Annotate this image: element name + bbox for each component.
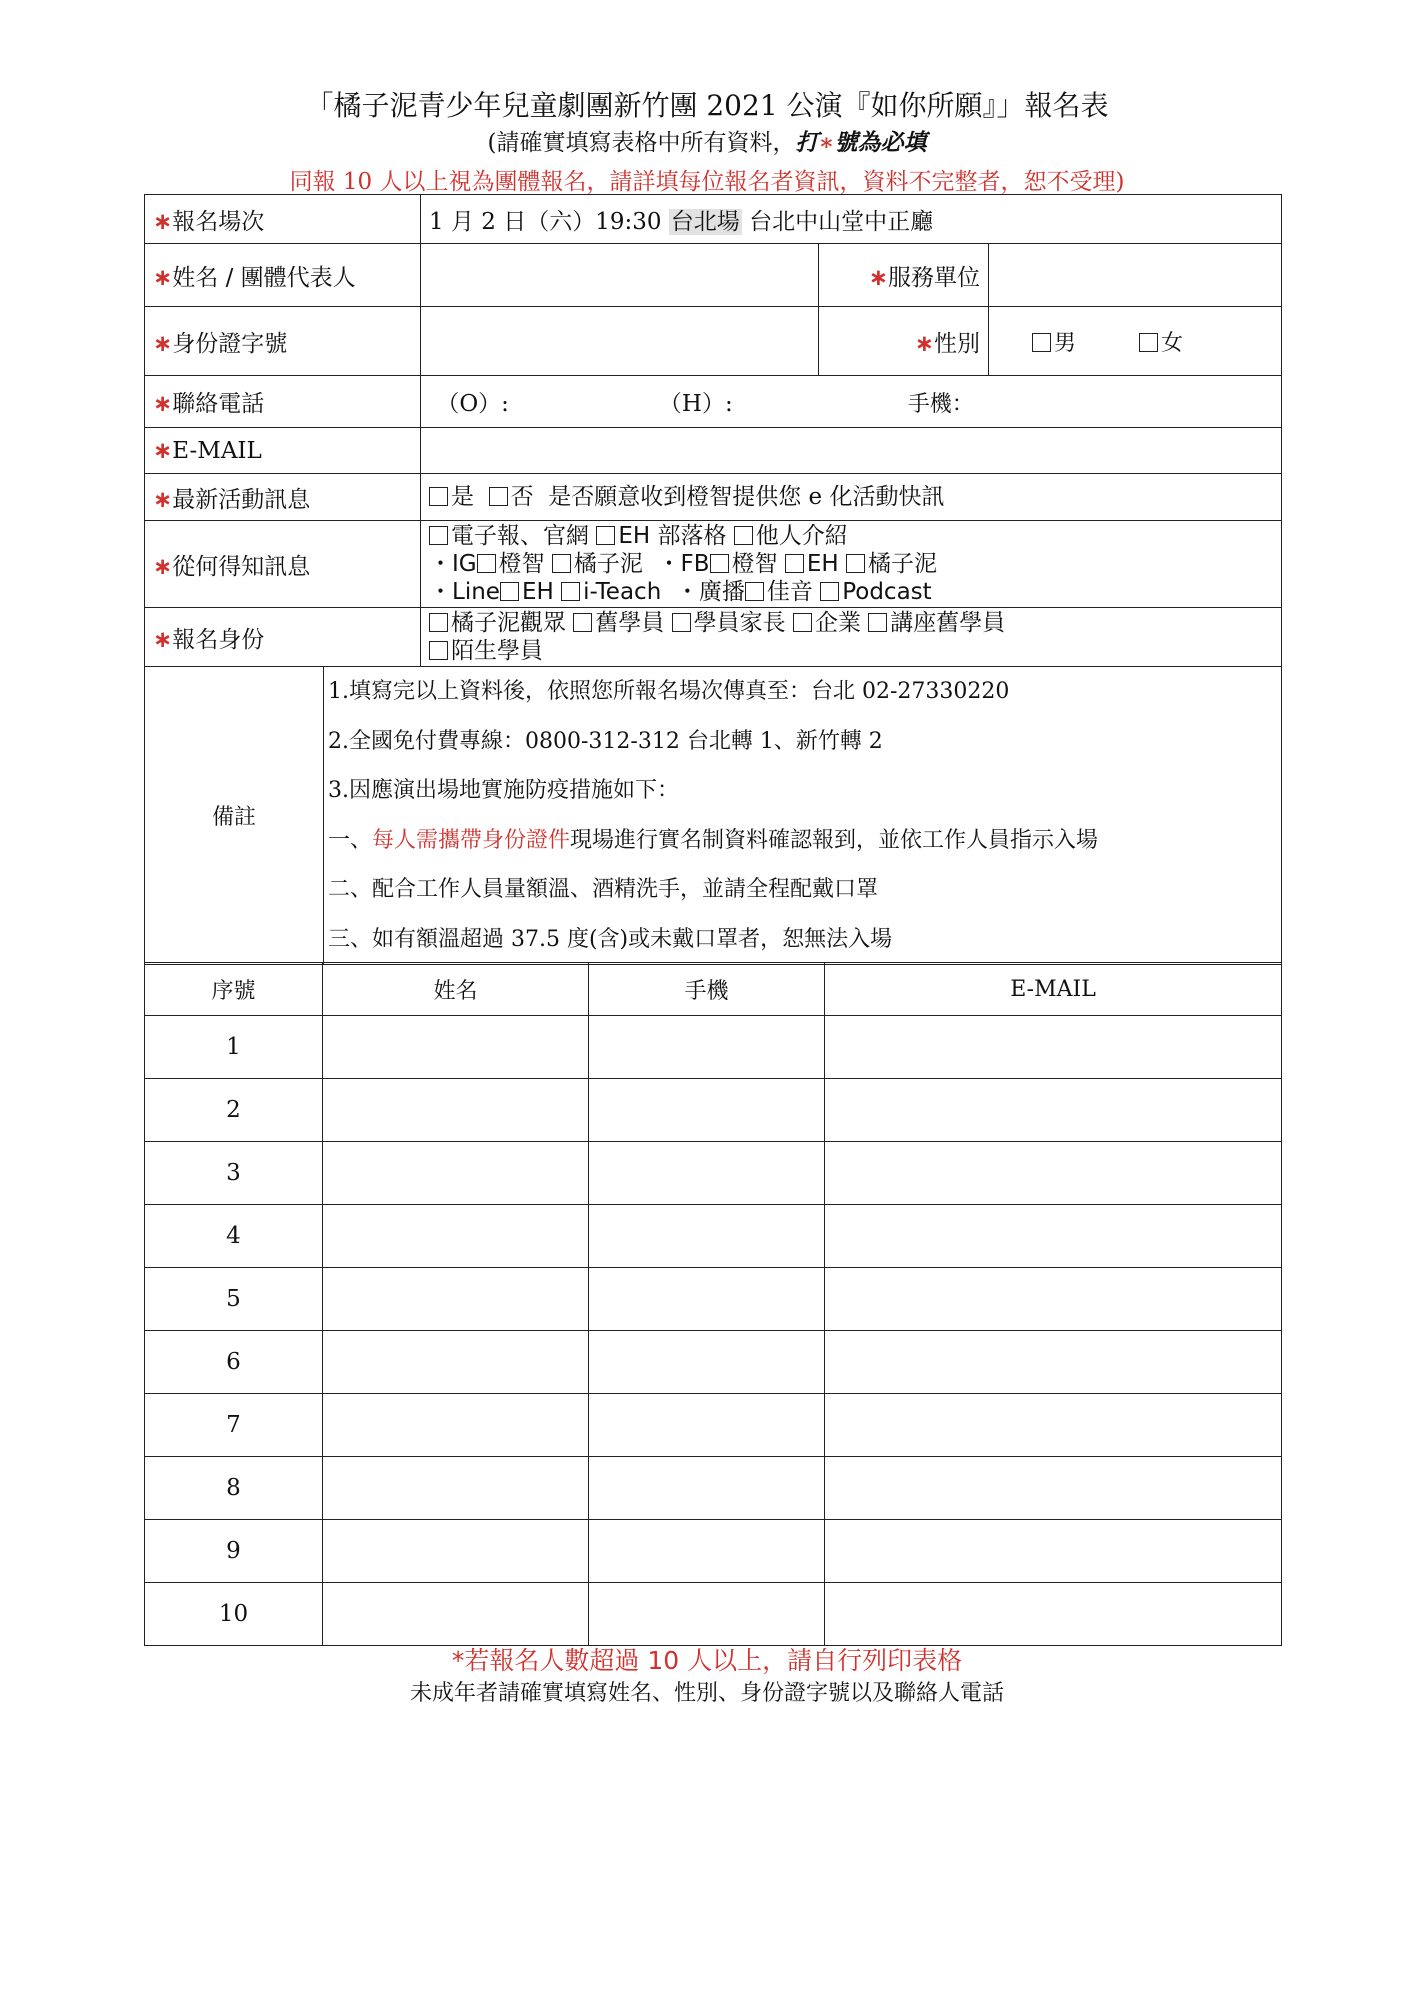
registration-form <box>144 194 1282 965</box>
required-asterisk-icon: ∗ <box>153 486 173 513</box>
row-identity <box>145 608 1282 667</box>
source-checkbox[interactable] <box>820 582 839 601</box>
male-checkbox[interactable] <box>1032 333 1051 352</box>
row-number: 5 <box>145 1268 323 1331</box>
source-checkbox[interactable] <box>477 554 496 573</box>
mobile-cell[interactable] <box>589 1016 825 1079</box>
required-asterisk-icon: ∗ <box>153 208 173 235</box>
row-number: 1 <box>145 1016 323 1079</box>
remarks-cell <box>145 667 1282 965</box>
table-row <box>145 1016 1282 1079</box>
required-asterisk-icon: ∗ <box>153 437 173 464</box>
source-checkbox[interactable] <box>596 526 615 545</box>
row-email <box>145 428 1282 474</box>
row-number: 3 <box>145 1142 323 1205</box>
news-options: 是 否 是否願意收到橙智提供您 e 化活動快訊 <box>421 474 1282 521</box>
email-cell[interactable] <box>825 1079 1282 1142</box>
source-checkbox[interactable] <box>734 526 753 545</box>
name-cell[interactable] <box>323 1268 589 1331</box>
id-required-note: 每人需攜帶身份證件 <box>372 827 571 853</box>
mobile-cell[interactable] <box>589 1520 825 1583</box>
row-remarks <box>145 667 1282 965</box>
id-label: ∗身份證字號 <box>145 307 421 376</box>
gender-options: 男 女 <box>989 307 1282 376</box>
identity-label: ∗報名身份 <box>145 608 421 667</box>
mobile-cell[interactable] <box>589 1205 825 1268</box>
row-number: 8 <box>145 1457 323 1520</box>
identity-checkbox[interactable] <box>672 613 691 632</box>
email-cell[interactable] <box>825 1142 1282 1205</box>
col-email: E-MAIL <box>825 963 1282 1016</box>
col-number: 序號 <box>145 963 323 1016</box>
group-registration-note: 同報 10 人以上視為團體報名，請詳填每位報名者資訊，資料不完整者，恕不受理) <box>289 169 1125 195</box>
required-asterisk-icon: ∗ <box>868 264 888 291</box>
mobile-cell[interactable] <box>589 1457 825 1520</box>
required-asterisk-icon: ∗ <box>153 391 173 417</box>
remark-line: 1.填寫完以上資料後，依照您所報名場次傳真至：台北 02-27330220 <box>328 679 1010 704</box>
remarks-content <box>324 667 1281 964</box>
required-asterisk-icon: ∗ <box>914 330 934 357</box>
mobile-cell[interactable] <box>589 1268 825 1331</box>
row-number: 4 <box>145 1205 323 1268</box>
row-number: 6 <box>145 1331 323 1394</box>
table-row <box>145 1520 1282 1583</box>
mobile-cell[interactable] <box>589 1583 825 1646</box>
source-options: 電子報、官網 EH 部落格 他人介紹 ・IG 橙智 橘子泥 ・FB 橙智 EH 橘子泥 ・Line EH i-Teach ・廣播 佳音 Podcast <box>421 521 1282 608</box>
phone-inputs[interactable]: （O）: （H）: 手機： <box>421 376 1282 428</box>
session-city: 台北場 <box>670 208 740 235</box>
minor-note: 未成年者請確實填寫姓名、性別、身份證字號以及聯絡人電話 <box>409 1681 1004 1706</box>
asterisk-icon: ∗ <box>818 129 835 156</box>
required-asterisk-icon: ∗ <box>153 264 173 291</box>
remark-line: 2.全國免付費專線：0800-312-312 台北轉 1、新竹轉 2 <box>328 728 883 754</box>
remark-line: 3.因應演出場地實施防疫措施如下： <box>328 778 679 803</box>
news-no-checkbox[interactable] <box>489 487 508 506</box>
row-id <box>145 307 1282 376</box>
name-input[interactable] <box>421 244 819 307</box>
source-checkbox[interactable] <box>500 582 519 601</box>
table-header <box>145 963 1282 1016</box>
instruction-note <box>0 124 1414 157</box>
name-cell[interactable] <box>323 1457 589 1520</box>
name-cell[interactable] <box>323 1079 589 1142</box>
table-row <box>145 1268 1282 1331</box>
email-cell[interactable] <box>825 1331 1282 1394</box>
identity-checkbox[interactable] <box>868 613 887 632</box>
remark-line: 一、每人需攜帶身份證件現場進行實名制資料確認報到，並依工作人員指示入場 <box>328 827 1099 853</box>
email-input[interactable] <box>421 428 1282 474</box>
email-cell[interactable] <box>825 1520 1282 1583</box>
row-news <box>145 474 1282 521</box>
mobile-cell[interactable] <box>589 1142 825 1205</box>
news-yes-checkbox[interactable] <box>429 487 448 506</box>
source-label: ∗從何得知訊息 <box>145 521 421 608</box>
row-source <box>145 521 1282 608</box>
source-checkbox[interactable] <box>561 582 580 601</box>
name-cell[interactable] <box>323 1142 589 1205</box>
row-number: 2 <box>145 1079 323 1142</box>
mobile-cell[interactable] <box>589 1331 825 1394</box>
email-cell[interactable] <box>825 1583 1282 1646</box>
source-checkbox[interactable] <box>552 554 571 573</box>
table-row <box>145 1079 1282 1142</box>
source-checkbox[interactable] <box>710 554 729 573</box>
source-checkbox[interactable] <box>785 554 804 573</box>
identity-checkbox[interactable] <box>429 641 448 660</box>
remark-line: 二、配合工作人員量額溫、酒精洗手，並請全程配戴口罩 <box>328 877 879 902</box>
table-row <box>145 1457 1282 1520</box>
required-asterisk-icon: ∗ <box>153 553 173 580</box>
identity-checkbox[interactable] <box>793 613 812 632</box>
name-cell[interactable] <box>323 1205 589 1268</box>
row-name <box>145 244 1282 307</box>
mobile-cell[interactable] <box>589 1394 825 1457</box>
table-row <box>145 1394 1282 1457</box>
female-checkbox[interactable] <box>1139 333 1158 352</box>
row-phone <box>145 376 1282 428</box>
attendee-list-table <box>144 962 1282 1646</box>
col-name: 姓名 <box>323 963 589 1016</box>
identity-checkbox[interactable] <box>429 613 448 632</box>
source-checkbox[interactable] <box>846 554 865 573</box>
identity-options: 橘子泥觀眾 舊學員 學員家長 企業 講座舊學員 陌生學員 <box>421 608 1282 667</box>
form-title: 「橘子泥青少年兒童劇團新竹團 2021 公演『如你所願』」報名表 <box>305 89 1109 122</box>
session-value: 1 月 2 日（六）19:30 台北場 台北中山堂中正廳 <box>421 195 1282 244</box>
email-cell[interactable] <box>825 1268 1282 1331</box>
name-cell[interactable] <box>323 1394 589 1457</box>
email-cell[interactable] <box>825 1205 1282 1268</box>
table-row <box>145 1142 1282 1205</box>
remark-line: 三、如有額溫超過 37.5 度(含)或未戴口罩者，恕無法入場 <box>328 926 893 952</box>
id-input[interactable] <box>421 307 819 376</box>
table-row <box>145 1331 1282 1394</box>
instruction-req-b: 號為必填 <box>834 129 927 156</box>
source-checkbox[interactable] <box>745 582 764 601</box>
table-row <box>145 1583 1282 1646</box>
session-label: ∗報名場次 <box>145 195 421 244</box>
col-mobile: 手機 <box>589 963 825 1016</box>
mobile-cell[interactable] <box>589 1079 825 1142</box>
table-row <box>145 1205 1282 1268</box>
print-more-note: *若報名人數超過 10 人以上，請自行列印表格 <box>451 1646 963 1675</box>
email-cell[interactable] <box>825 1016 1282 1079</box>
name-cell[interactable] <box>323 1520 589 1583</box>
name-cell[interactable] <box>323 1016 589 1079</box>
identity-checkbox[interactable] <box>573 613 592 632</box>
row-number: 10 <box>145 1583 323 1646</box>
gender-label: ∗性別 <box>819 307 989 376</box>
remarks-label: 備註 <box>145 667 324 964</box>
source-checkbox[interactable] <box>429 526 448 545</box>
required-asterisk-icon: ∗ <box>153 330 173 357</box>
instruction-req-a: 打 <box>795 129 819 156</box>
name-cell[interactable] <box>323 1583 589 1646</box>
name-label: ∗姓名 / 團體代表人 <box>145 244 421 307</box>
email-label: ∗E-MAIL <box>145 428 421 474</box>
row-session <box>145 195 1282 244</box>
phone-label: ∗聯絡電話 <box>145 376 421 428</box>
unit-input[interactable] <box>989 244 1282 307</box>
email-cell[interactable] <box>825 1457 1282 1520</box>
news-label: ∗最新活動訊息 <box>145 474 421 521</box>
row-number: 7 <box>145 1394 323 1457</box>
unit-label: ∗服務單位 <box>819 244 989 307</box>
required-asterisk-icon: ∗ <box>153 626 173 653</box>
row-number: 9 <box>145 1520 323 1583</box>
email-cell[interactable] <box>825 1394 1282 1457</box>
name-cell[interactable] <box>323 1331 589 1394</box>
instruction-prefix: (請確實填寫表格中所有資料， <box>487 130 796 156</box>
